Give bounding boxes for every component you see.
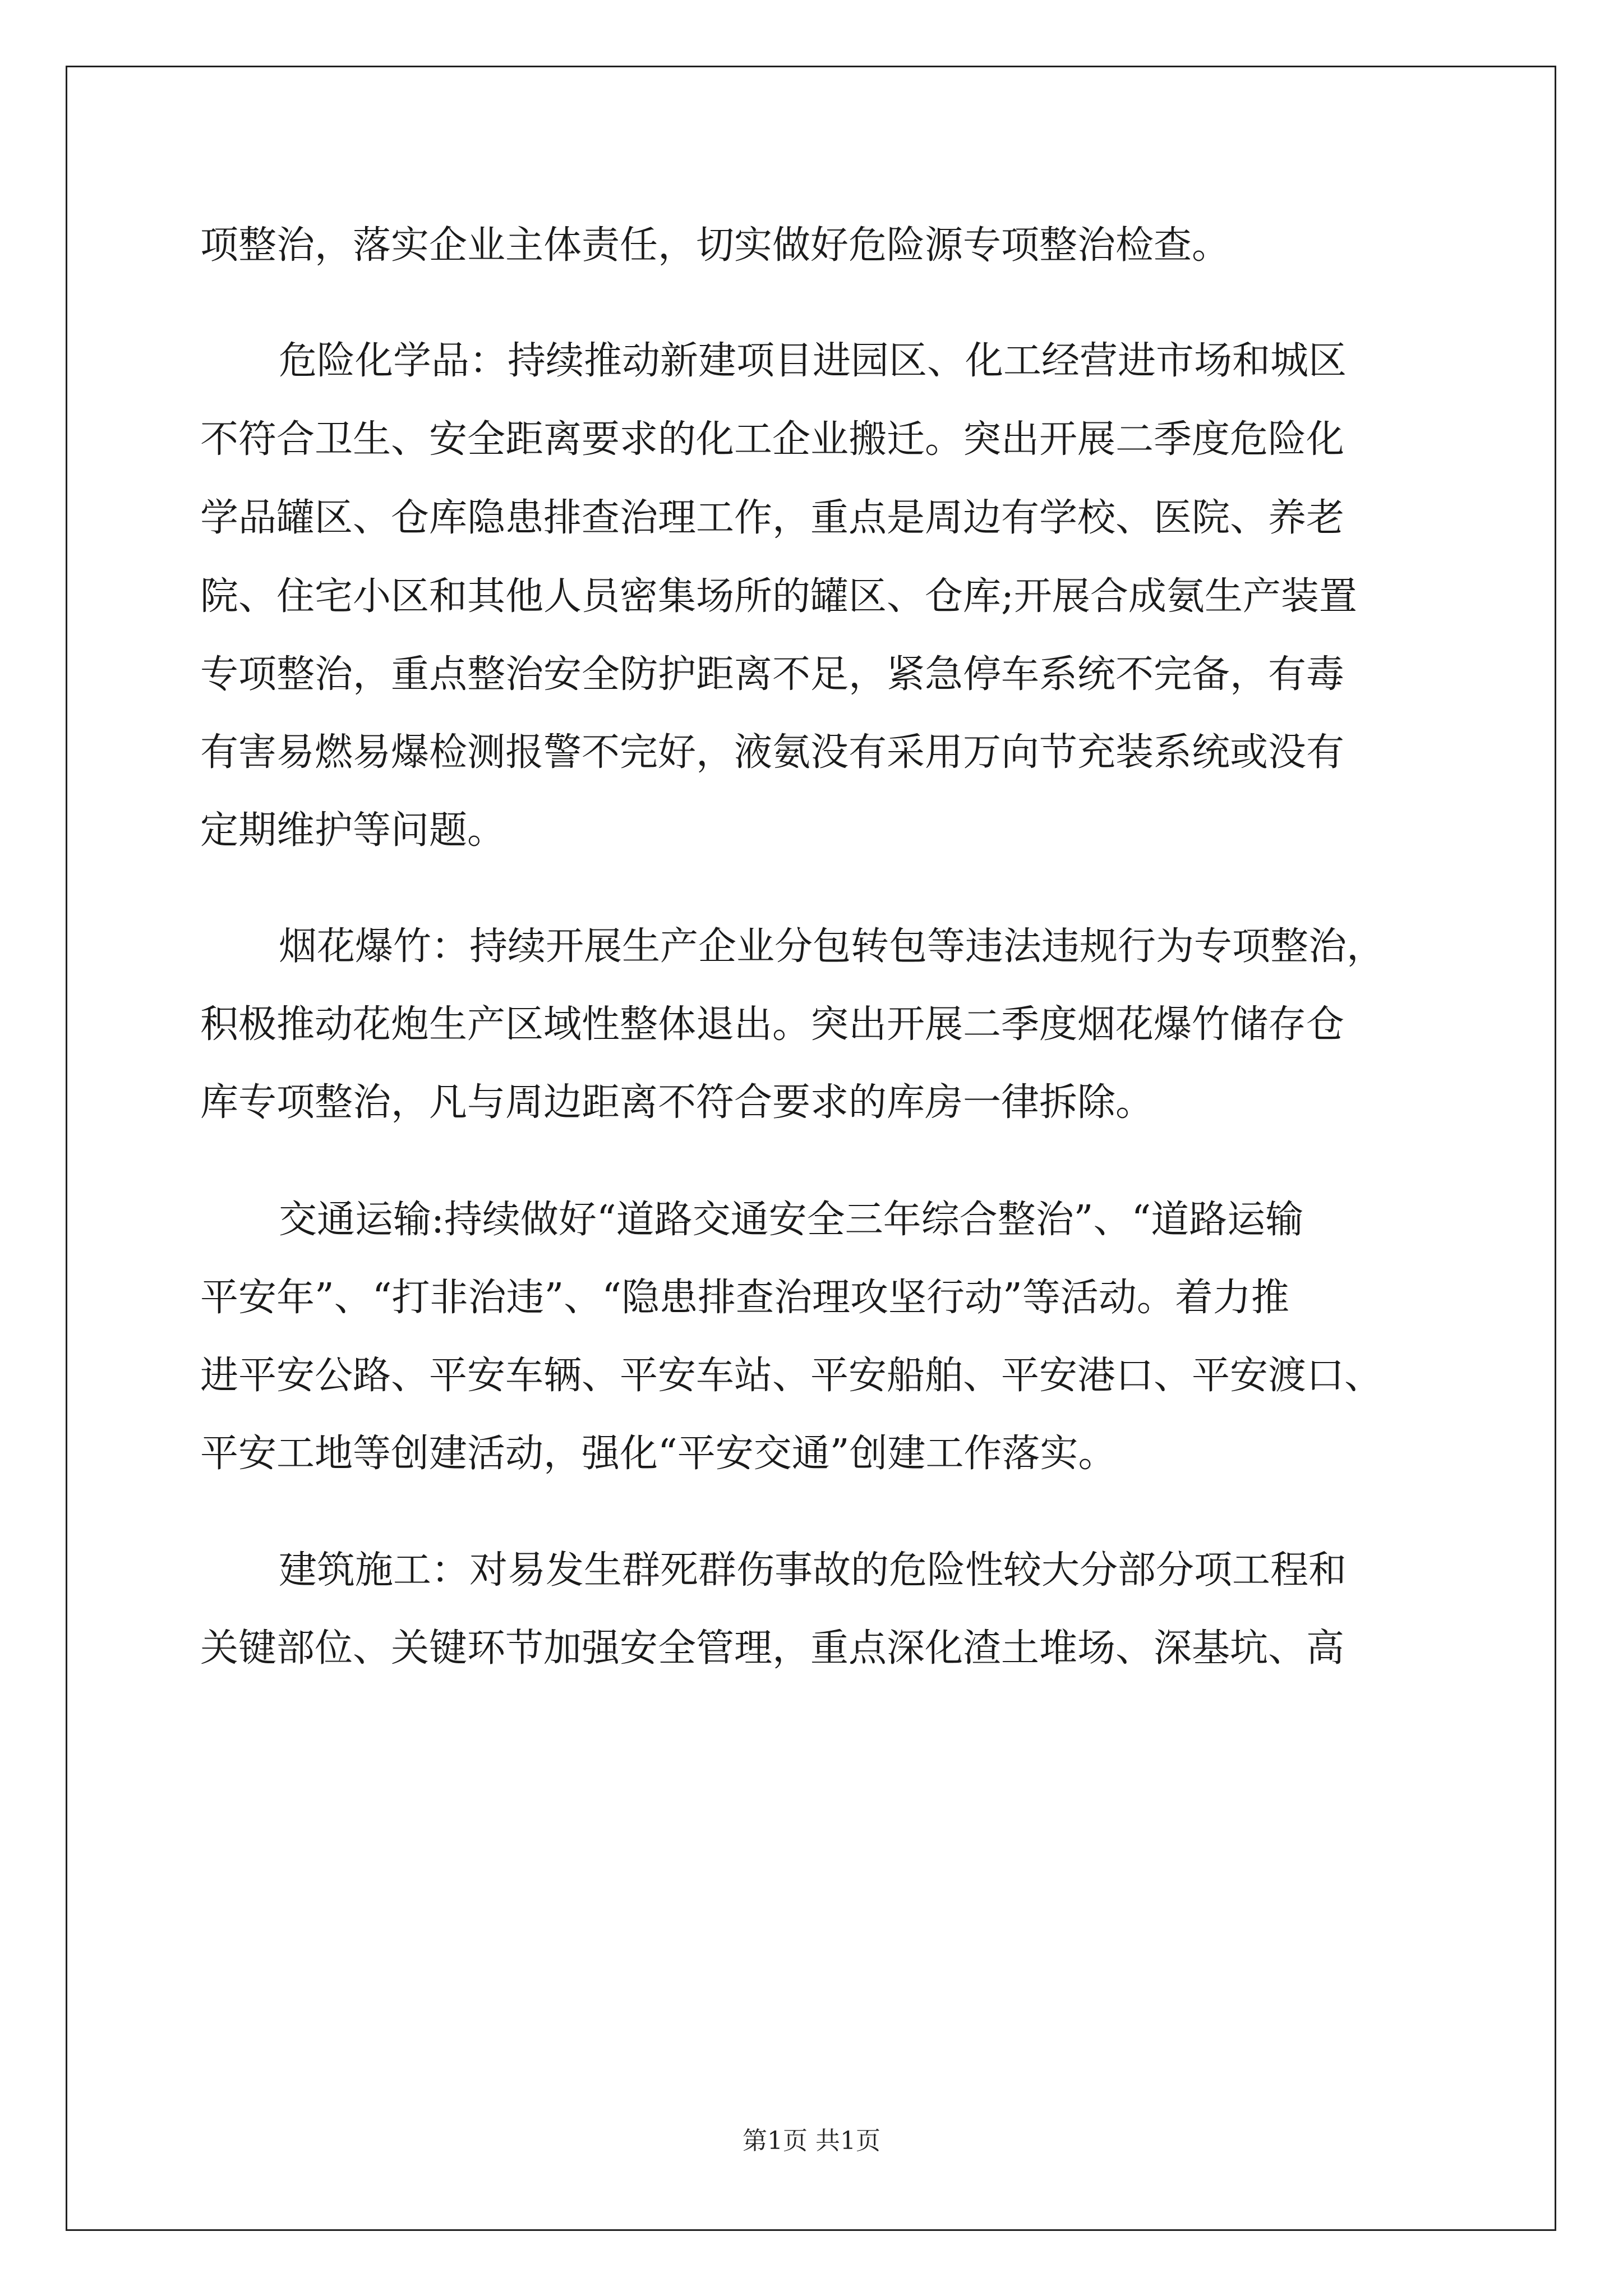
text-line: 进平安公路、平安车辆、平安车站、平安船舶、平安港口、平安渡口、 (200, 1354, 1383, 1398)
paragraph-heading-line: 烟花爆竹：持续开展生产企业分包转包等违法违规行为专项整治， (279, 924, 1385, 969)
text-line: 平安工地等创建活动，强化“平安交通”创建工作落实。 (200, 1432, 1117, 1476)
paragraph-heading-line: 危险化学品：持续推动新建项目进园区、化工经营进市场和城区 (279, 339, 1347, 383)
text-line: 平安年”、“打非治违”、“隐患排查治理攻坚行动”等活动。着力推 (200, 1276, 1289, 1320)
text-line: 学品罐区、仓库隐患排查治理工作，重点是周边有学校、医院、养老 (200, 496, 1345, 540)
text-line: 积极推动花炮生产区域性整体退出。突出开展二季度烟花爆竹储存仓 (200, 1002, 1345, 1047)
paragraph-heading-line: 交通运输:持续做好“道路交通安全三年综合整治”、“道路运输 (279, 1198, 1304, 1242)
paragraph-heading-line: 建筑施工：对易发生群死群伤事故的危险性较大分部分项工程和 (279, 1548, 1347, 1593)
text-line: 专项整治，重点整治安全防护距离不足，紧急停车系统不完备，有毒 (200, 652, 1345, 697)
page-number-footer: 第1页 共1页 (743, 2127, 880, 2155)
text-line: 项整治，落实企业主体责任，切实做好危险源专项整治检查。 (200, 223, 1230, 268)
text-line: 有害易燃易爆检测报警不完好，液氨没有采用万向节充装系统或没有 (200, 730, 1345, 775)
text-line: 定期维护等问题。 (200, 808, 506, 853)
text-line: 院、住宅小区和其他人员密集场所的罐区、仓库;开展合成氨生产装置 (200, 574, 1357, 619)
text-line: 不符合卫生、安全距离要求的化工企业搬迁。突出开展二季度危险化 (200, 417, 1345, 462)
text-line: 关键部位、关键环节加强安全管理，重点深化渣土堆场、深基坑、高 (200, 1626, 1345, 1671)
text-line: 库专项整治，凡与周边距离不符合要求的库房一律拆除。 (200, 1080, 1154, 1125)
